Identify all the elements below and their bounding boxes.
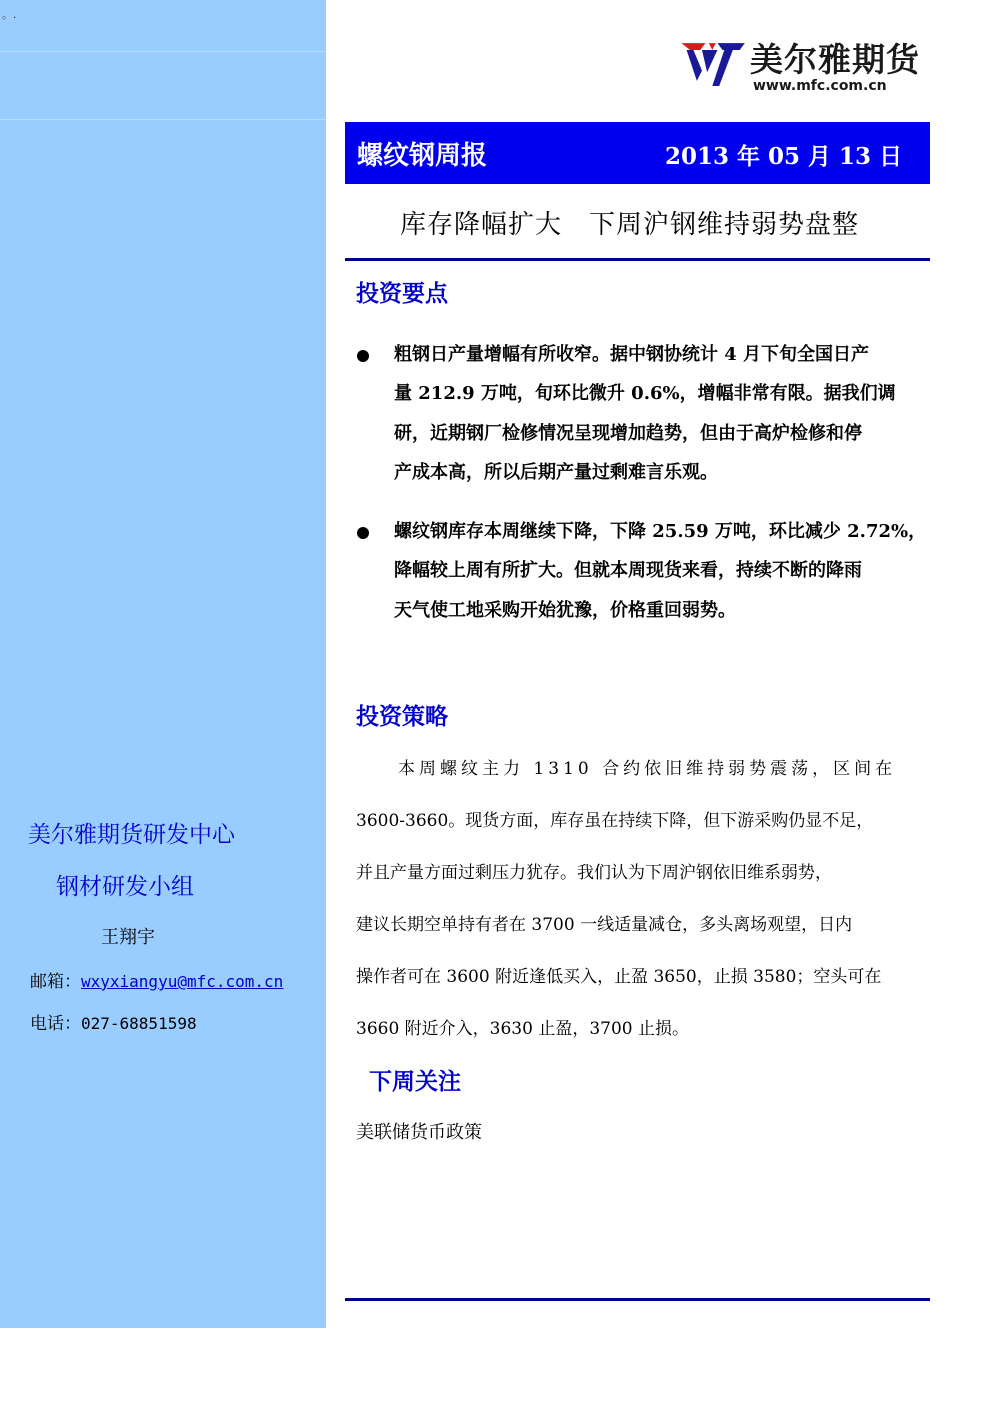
bullet-dot-icon — [357, 350, 369, 362]
strategy-line: 本周螺纹主力 1310 合约依旧维持弱势震荡，区间在 — [398, 759, 897, 779]
report-title: 螺纹钢周报 — [357, 141, 488, 171]
report-banner — [345, 122, 930, 184]
strategy-line: 建议长期空单持有者在 3700 一线适量减仓，多头离场观望，日内 — [356, 915, 853, 935]
bullet-line: 降幅较上周有所扩大。但就本周现货来看，持续不断的降雨 — [394, 560, 862, 581]
next-week-item: 美联储货币政策 — [356, 1122, 482, 1143]
analyst-name: 王翔宇 — [101, 927, 155, 948]
bullet-line: 粗钢日产量增幅有所收窄。据中钢协统计 4 月下旬全国日产 — [394, 344, 870, 365]
phone-number: 027-68851598 — [81, 1014, 197, 1033]
key-points-heading: 投资要点 — [356, 281, 448, 307]
bullet-dot-icon — [357, 527, 369, 539]
bullet-line: 研，近期钢厂检修情况呈现增加趋势，但由于高炉检修和停 — [394, 423, 862, 444]
logo-wordmark: 美尔雅期货 — [750, 40, 920, 79]
next-week-heading: 下周关注 — [369, 1069, 461, 1095]
team-name: 钢材研发小组 — [56, 874, 194, 900]
corner-mark: 。. — [2, 8, 17, 21]
strategy-line: 操作者可在 3600 附近逢低买入，止盈 3650，止损 3580；空头可在 — [356, 967, 882, 987]
phone-row — [30, 1009, 197, 1034]
org-name: 美尔雅期货研发中心 — [28, 822, 235, 848]
report-date: 2013 年 05 月 13 日 — [665, 143, 903, 170]
sidebar-panel — [0, 0, 326, 1328]
logo-url[interactable]: www.mfc.com.cn — [753, 78, 887, 94]
bullet-line: 天气使工地采购开始犹豫，价格重回弱势。 — [394, 600, 736, 621]
strategy-line: 并且产量方面过剩压力犹存。我们认为下周沪钢依旧维系弱势， — [356, 863, 832, 883]
bullet-line: 量 212.9 万吨，旬环比微升 0.6%，增幅非常有限。据我们调 — [394, 383, 896, 404]
email-row — [30, 967, 283, 992]
email-link[interactable]: wxyxiangyu@mfc.com.cn — [81, 972, 284, 991]
bullet-line: 产成本高，所以后期产量过剩难言乐观。 — [394, 462, 718, 483]
strategy-line: 3660 附近介入，3630 止盈，3700 止损。 — [356, 1019, 690, 1039]
sidebar-divider — [0, 119, 326, 120]
report-headline: 库存降幅扩大 下周沪钢维持弱势盘整 — [400, 210, 860, 240]
strategy-heading: 投资策略 — [356, 704, 448, 730]
bullet-line: 螺纹钢库存本周继续下降，下降 25.59 万吨，环比减少 2.72%， — [394, 521, 927, 542]
strategy-line: 3600-3660。现货方面，库存虽在持续下降，但下游采购仍显不足， — [356, 811, 874, 831]
footer-rule — [345, 1298, 930, 1301]
email-label: 邮箱： — [30, 972, 81, 992]
phone-label: 电话： — [30, 1014, 81, 1034]
sidebar-divider — [0, 51, 326, 52]
company-logo-icon — [674, 38, 754, 98]
headline-rule — [345, 258, 930, 261]
